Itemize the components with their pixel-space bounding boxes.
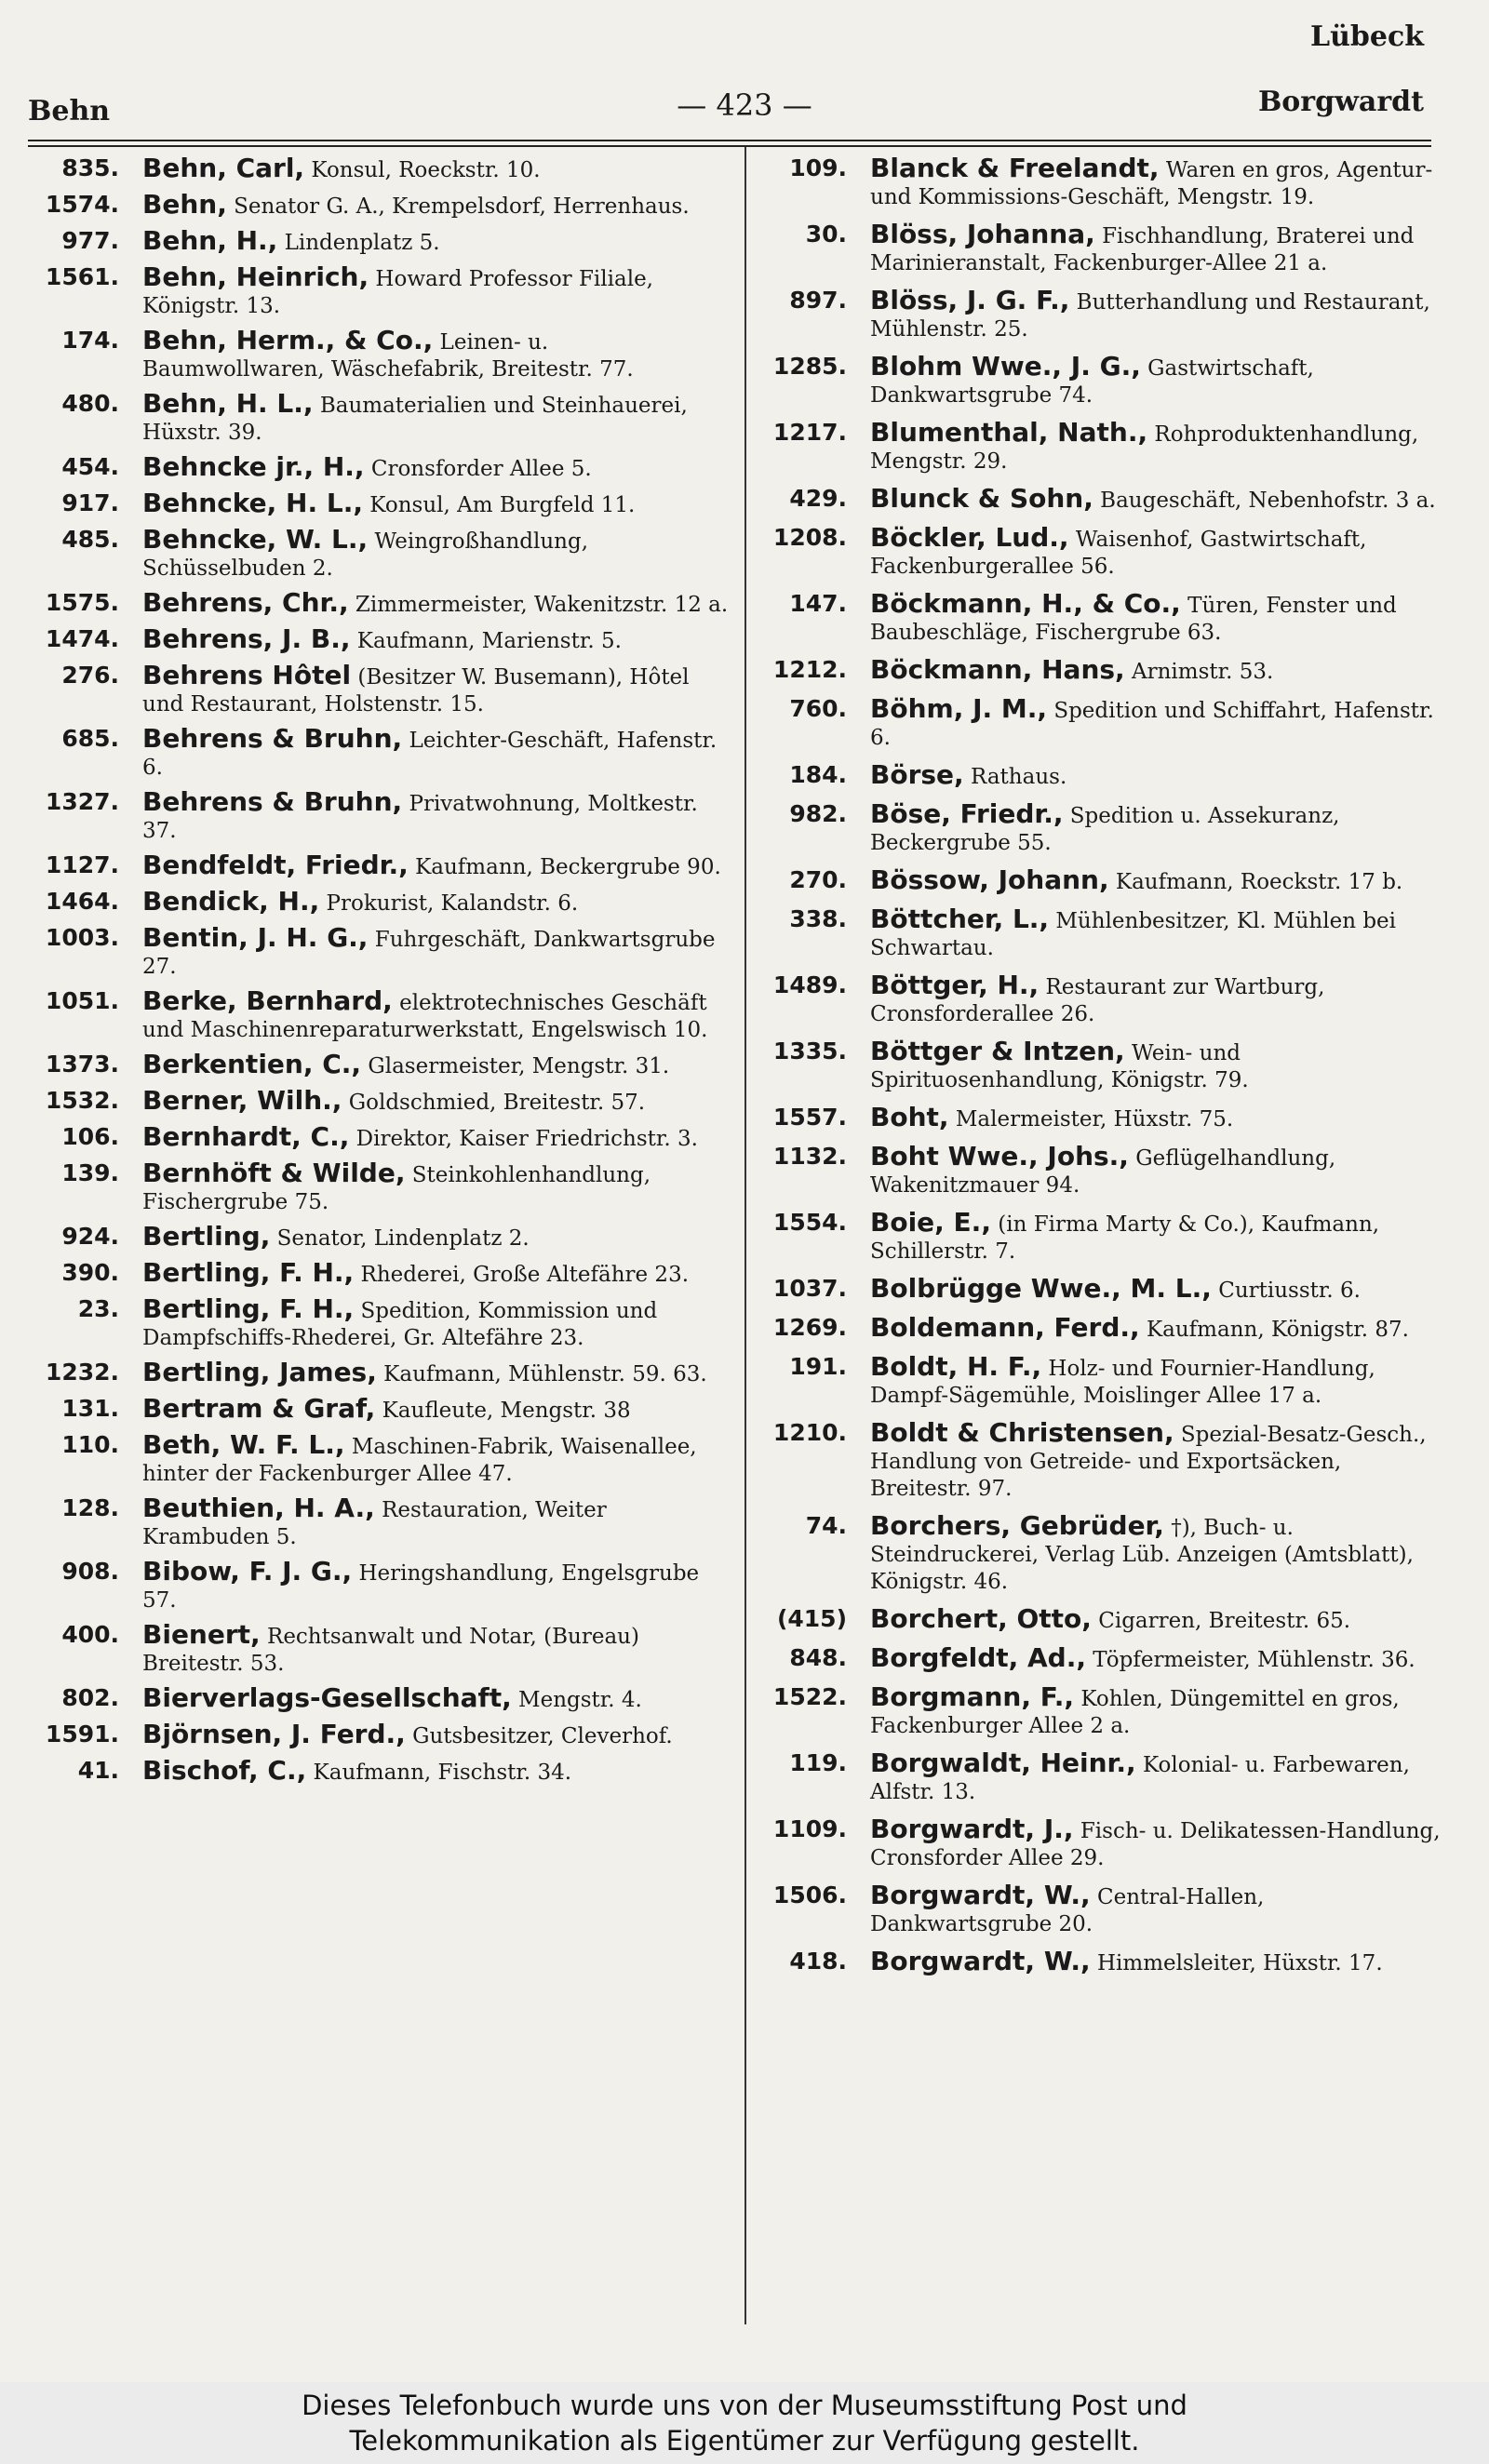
subscriber-name: Bierverlags-Gesellschaft, xyxy=(142,1682,512,1713)
phone-number: 1217. xyxy=(772,419,847,446)
subscriber-details: Wein- und Spirituosenhandlung, Königstr. 79. xyxy=(870,1041,1249,1092)
subscriber-details: Fuhrgeschäft, Dankwartsgrube 27. xyxy=(142,928,716,979)
phone-number: 270. xyxy=(789,866,847,893)
subscriber-name: Berner, Wilh., xyxy=(142,1085,342,1116)
phone-number: 1554. xyxy=(772,1209,847,1236)
directory-entry xyxy=(754,1419,1442,1503)
left-column xyxy=(26,154,733,1793)
phone-number: (415) xyxy=(776,1605,847,1632)
phone-number: 1591. xyxy=(45,1721,119,1748)
subscriber-details: Spedition, Kommission und Dampfschiffs-Rhederei, Gr. Altefähre 23. xyxy=(142,1299,658,1350)
directory-entry xyxy=(26,1087,733,1117)
directory-entry xyxy=(26,1395,733,1425)
subscriber-details: Geflügelhandlung, Wakenitzmauer 94. xyxy=(870,1146,1336,1198)
phone-number: 917. xyxy=(61,489,119,516)
phone-number: 109. xyxy=(789,154,847,181)
directory-entry xyxy=(754,905,1442,962)
directory-entry xyxy=(754,656,1442,686)
phone-number: 802. xyxy=(61,1684,119,1711)
subscriber-details: Kaufmann, Roeckstr. 17 b. xyxy=(1108,870,1403,894)
directory-entry xyxy=(26,1223,733,1252)
subscriber-details: Cigarren, Breitestr. 65. xyxy=(1091,1609,1351,1633)
directory-entry xyxy=(26,154,733,184)
phone-number: 1210. xyxy=(772,1419,847,1446)
subscriber-details: Waren en gros, Agentur- und Kommissions-Geschäft, Mengstr. 19. xyxy=(870,158,1433,209)
subscriber-details: Kaufmann, Königstr. 87. xyxy=(1139,1318,1409,1342)
directory-entry xyxy=(26,924,733,981)
directory-entry xyxy=(26,589,733,619)
subscriber-details: Gastwirtschaft, Dankwartsgrube 74. xyxy=(870,356,1314,408)
phone-number: 74. xyxy=(805,1512,847,1539)
directory-entry xyxy=(754,154,1442,211)
directory-entry xyxy=(26,1123,733,1153)
subscriber-name: Behrens Hôtel xyxy=(142,660,352,690)
subscriber-details: Fischhandlung, Braterei und Marinieranstalt, Fackenburger-Allee 21 a. xyxy=(870,224,1415,275)
subscriber-name: Bendfeldt, Friedr., xyxy=(142,850,409,880)
phone-number: 23. xyxy=(77,1295,119,1322)
subscriber-details: Curtiusstr. 6. xyxy=(1211,1279,1361,1303)
directory-entry xyxy=(754,1143,1442,1199)
subscriber-details: Türen, Fenster und Baubeschläge, Fischergrube 63. xyxy=(870,594,1397,645)
directory-entry xyxy=(26,453,733,483)
phone-number: 338. xyxy=(789,905,847,932)
phone-number: 390. xyxy=(61,1259,119,1286)
subscriber-details: Heringshandlung, Engelsgrube 57. xyxy=(142,1561,700,1613)
phone-number: 1557. xyxy=(772,1104,847,1131)
subscriber-details: †), Buch- u. Steindruckerei, Verlag Lüb. Anzeigen (Amtsblatt), Königstr. 46. xyxy=(870,1516,1414,1594)
phone-number: 908. xyxy=(61,1558,119,1585)
subscriber-details: Baumaterialien und Steinhauerei, Hüxstr. 39. xyxy=(142,394,688,445)
directory-entry xyxy=(26,489,733,519)
subscriber-details: Malermeister, Hüxstr. 75. xyxy=(948,1107,1234,1132)
subscriber-details: Rhederei, Große Altefähre 23. xyxy=(354,1263,690,1287)
subscriber-name: Behncke, H. L., xyxy=(142,488,363,518)
subscriber-name: Bolbrügge Wwe., M. L., xyxy=(870,1273,1212,1304)
directory-entry xyxy=(754,221,1442,277)
subscriber-name: Boldemann, Ferd., xyxy=(870,1312,1140,1343)
subscriber-details: Kaufmann, Fischstr. 34. xyxy=(306,1761,572,1785)
phone-number: 1212. xyxy=(772,656,847,683)
subscriber-name: Börse, xyxy=(870,759,964,790)
right-column xyxy=(754,154,1442,1987)
subscriber-name: Bössow, Johann, xyxy=(870,864,1109,895)
subscriber-details: Fisch- u. Delikatessen-Handlung, Cronsforder Allee 29. xyxy=(870,1819,1441,1870)
directory-entry xyxy=(754,1512,1442,1596)
header-right-keyword: Borgwardt xyxy=(1257,86,1424,118)
subscriber-details: elektrotechnisches Geschäft und Maschinenreparaturwerkstatt, Engelswisch 10. xyxy=(142,991,708,1042)
directory-entry xyxy=(754,1275,1442,1305)
phone-number: 131. xyxy=(61,1395,119,1422)
directory-entry xyxy=(754,1683,1442,1740)
footer-line-1: Dieses Telefonbuch wurde uns von der Museumsstiftung Post und xyxy=(302,2390,1187,2421)
subscriber-name: Berke, Bernhard, xyxy=(142,985,393,1016)
subscriber-name: Borgmann, F., xyxy=(870,1681,1075,1712)
subscriber-name: Böttger, H., xyxy=(870,970,1040,1000)
phone-number: 147. xyxy=(789,590,847,617)
subscriber-details: (Besitzer W. Busemann), Hôtel und Restaurant, Holstenstr. 15. xyxy=(142,665,690,716)
subscriber-name: Böhm, J. M., xyxy=(870,693,1048,724)
subscriber-name: Borchert, Otto, xyxy=(870,1603,1092,1634)
directory-entry xyxy=(26,851,733,881)
subscriber-details: Rohproduktenhandlung, Mengstr. 29. xyxy=(870,422,1419,474)
subscriber-details: Howard Professor Filiale, Königstr. 13. xyxy=(142,267,653,318)
phone-number: 1269. xyxy=(772,1314,847,1341)
directory-entry xyxy=(754,590,1442,647)
directory-entry xyxy=(26,1621,733,1678)
subscriber-details: Direktor, Kaiser Friedrichstr. 3. xyxy=(349,1127,698,1151)
directory-entry xyxy=(754,971,1442,1028)
subscriber-details: Rechtsanwalt und Notar, (Bureau) Breitestr. 53. xyxy=(142,1625,639,1676)
subscriber-name: Behn, Herm., & Co., xyxy=(142,325,434,355)
directory-entry xyxy=(754,800,1442,857)
subscriber-name: Blöss, Johanna, xyxy=(870,219,1095,249)
subscriber-details: Konsul, Roeckstr. 10. xyxy=(304,158,541,182)
subscriber-name: Behn, Carl, xyxy=(142,153,305,183)
subscriber-name: Borgwardt, W., xyxy=(870,1880,1091,1910)
subscriber-name: Böckmann, Hans, xyxy=(870,654,1125,685)
phone-number: 191. xyxy=(789,1353,847,1380)
directory-entry xyxy=(26,191,733,221)
phone-number: 276. xyxy=(61,662,119,689)
directory-entry xyxy=(26,625,733,655)
column-divider xyxy=(744,147,746,2324)
directory-entry xyxy=(26,1558,733,1614)
subscriber-details: Mengstr. 4. xyxy=(511,1688,642,1712)
directory-entry xyxy=(26,526,733,583)
header-rule xyxy=(28,140,1431,141)
subscriber-name: Borgwardt, J., xyxy=(870,1814,1074,1844)
phone-number: 480. xyxy=(61,390,119,417)
phone-number: 128. xyxy=(61,1494,119,1521)
phone-number: 1464. xyxy=(45,888,119,915)
subscriber-name: Behrens, Chr., xyxy=(142,587,349,618)
subscriber-details: Butterhandlung und Restaurant, Mühlenstr. 25. xyxy=(870,290,1430,341)
directory-entry xyxy=(754,1353,1442,1410)
phone-number: 1132. xyxy=(772,1143,847,1170)
directory-entry xyxy=(754,287,1442,343)
subscriber-name: Böckler, Lud., xyxy=(870,522,1069,553)
subscriber-name: Behncke, W. L., xyxy=(142,524,369,555)
subscriber-name: Blohm Wwe., J. G., xyxy=(870,351,1141,382)
subscriber-name: Bertling, xyxy=(142,1221,271,1252)
phone-number: 400. xyxy=(61,1621,119,1648)
subscriber-name: Borchers, Gebrüder, xyxy=(870,1510,1164,1541)
subscriber-details: Kaufleute, Mengstr. 38 xyxy=(375,1399,631,1423)
subscriber-details: Leichter-Geschäft, Hafenstr. 6. xyxy=(142,729,718,780)
subscriber-name: Behncke jr., H., xyxy=(142,451,365,482)
directory-entry xyxy=(754,1104,1442,1133)
subscriber-name: Blanck & Freelandt, xyxy=(870,153,1160,183)
phone-number: 1561. xyxy=(45,263,119,290)
directory-entry xyxy=(26,788,733,845)
directory-entry xyxy=(26,987,733,1044)
subscriber-details: Töpfermeister, Mühlenstr. 36. xyxy=(1086,1648,1415,1672)
subscriber-details: Senator G. A., Krempelsdorf, Herrenhaus. xyxy=(226,194,690,219)
subscriber-details: Arnimstr. 53. xyxy=(1124,660,1274,684)
subscriber-name: Behrens & Bruhn, xyxy=(142,786,403,817)
phone-number: 1574. xyxy=(45,191,119,218)
phone-number: 1373. xyxy=(45,1051,119,1078)
subscriber-details: Restaurant zur Wartburg, Cronsforderallee 26. xyxy=(870,975,1325,1026)
phone-number: 1489. xyxy=(772,971,847,998)
subscriber-details: Holz- und Fournier-Handlung, Dampf-Sägemühle, Moislinger Allee 17 a. xyxy=(870,1357,1375,1408)
subscriber-name: Borgwardt, W., xyxy=(870,1946,1091,1976)
subscriber-details: Weingroßhandlung, Schüsselbuden 2. xyxy=(142,529,589,581)
directory-entry xyxy=(26,1259,733,1289)
directory-entry xyxy=(26,1494,733,1551)
directory-entry xyxy=(26,1721,733,1750)
subscriber-name: Beth, W. F. L., xyxy=(142,1429,345,1460)
subscriber-name: Behrens, J. B., xyxy=(142,623,351,654)
directory-entry xyxy=(754,485,1442,515)
phone-number: 760. xyxy=(789,695,847,722)
directory-entry xyxy=(754,1644,1442,1674)
phone-number: 1051. xyxy=(45,987,119,1014)
subscriber-name: Behn, xyxy=(142,189,227,220)
phone-number: 1285. xyxy=(772,353,847,380)
subscriber-details: Mühlenbesitzer, Kl. Mühlen bei Schwartau. xyxy=(870,909,1397,960)
subscriber-details: Lindenplatz 5. xyxy=(277,231,440,255)
subscriber-details: Konsul, Am Burgfeld 11. xyxy=(362,493,636,517)
subscriber-name: Bernhardt, C., xyxy=(142,1121,350,1152)
subscriber-details: Gutsbesitzer, Cleverhof. xyxy=(405,1724,673,1748)
phone-number: 110. xyxy=(61,1431,119,1458)
subscriber-name: Blöss, J. G. F., xyxy=(870,285,1070,315)
phone-number: 1327. xyxy=(45,788,119,815)
directory-entry xyxy=(754,1948,1442,1977)
subscriber-details: Kaufmann, Mühlenstr. 59. 63. xyxy=(376,1362,707,1386)
subscriber-details: Spezial-Besatz-Gesch., Handlung von Getreide- und Exportsäcken, Breitestr. 97. xyxy=(870,1423,1427,1501)
phone-number: 1003. xyxy=(45,924,119,951)
header-rule-double xyxy=(28,145,1431,147)
phone-number: 1208. xyxy=(772,524,847,551)
directory-entry xyxy=(754,1314,1442,1344)
directory-entry xyxy=(754,1209,1442,1265)
phone-number: 1532. xyxy=(45,1087,119,1114)
phone-number: 1232. xyxy=(45,1359,119,1386)
directory-entry xyxy=(754,1881,1442,1938)
phone-number: 1575. xyxy=(45,589,119,616)
phone-number: 418. xyxy=(789,1948,847,1975)
subscriber-name: Beuthien, H. A., xyxy=(142,1493,375,1523)
subscriber-name: Bischof, C., xyxy=(142,1755,307,1786)
directory-entry xyxy=(754,1605,1442,1635)
subscriber-details: Baugeschäft, Nebenhofstr. 3 a. xyxy=(1093,489,1436,513)
subscriber-name: Bertling, F. H., xyxy=(142,1257,355,1288)
directory-entry xyxy=(26,1359,733,1388)
directory-entry xyxy=(26,888,733,917)
phone-number: 30. xyxy=(805,221,847,248)
subscriber-name: Bertram & Graf, xyxy=(142,1393,376,1424)
subscriber-name: Böckmann, H., & Co., xyxy=(870,588,1181,619)
header-left-keyword: Behn xyxy=(28,95,111,127)
subscriber-details: Waisenhof, Gastwirtschaft, Fackenburgerallee 56. xyxy=(870,528,1367,579)
subscriber-details: Kohlen, Düngemittel en gros, Fackenburger Allee 2 a. xyxy=(870,1687,1400,1738)
subscriber-details: Goldschmied, Breitestr. 57. xyxy=(342,1091,646,1115)
phone-number: 106. xyxy=(61,1123,119,1150)
subscriber-details: Prokurist, Kalandstr. 6. xyxy=(319,891,579,916)
subscriber-name: Behn, H. L., xyxy=(142,388,314,419)
directory-entry xyxy=(26,227,733,257)
phone-number: 184. xyxy=(789,761,847,788)
subscriber-name: Behn, Heinrich, xyxy=(142,261,369,292)
directory-entry xyxy=(26,1757,733,1787)
phone-number: 429. xyxy=(789,485,847,512)
subscriber-name: Borgwaldt, Heinr., xyxy=(870,1748,1136,1778)
phone-number: 1127. xyxy=(45,851,119,878)
subscriber-name: Böse, Friedr., xyxy=(870,798,1064,829)
phone-number: 119. xyxy=(789,1749,847,1776)
directory-entry xyxy=(754,761,1442,791)
subscriber-details: Leinen- u. Baumwollwaren, Wäschefabrik, Breitestr. 77. xyxy=(142,330,634,382)
subscriber-name: Blumenthal, Nath., xyxy=(870,417,1148,448)
subscriber-details: Senator, Lindenplatz 2. xyxy=(270,1226,530,1251)
directory-entry xyxy=(754,353,1442,409)
subscriber-name: Blunck & Sohn, xyxy=(870,483,1093,514)
subscriber-details: Himmelsleiter, Hüxstr. 17. xyxy=(1090,1951,1383,1975)
subscriber-name: Boldt & Christensen, xyxy=(870,1417,1174,1448)
subscriber-details: Spedition u. Assekuranz, Beckergrube 55. xyxy=(870,804,1340,855)
directory-entry xyxy=(26,1684,733,1714)
subscriber-details: Glasermeister, Mengstr. 31. xyxy=(361,1054,670,1078)
phone-number: 1474. xyxy=(45,625,119,652)
directory-entry xyxy=(26,1051,733,1080)
subscriber-name: Boht Wwe., Johs., xyxy=(870,1141,1129,1172)
header-city: Lübeck xyxy=(1309,20,1424,53)
subscriber-details: Rathaus. xyxy=(963,765,1067,789)
footer-line-2: Telekommunikation als Eigentümer zur Verfügung gestellt. xyxy=(349,2425,1140,2457)
phone-number: 174. xyxy=(61,327,119,354)
subscriber-name: Böttcher, L., xyxy=(870,904,1050,934)
directory-entry xyxy=(754,695,1442,752)
directory-entry xyxy=(754,1038,1442,1094)
phone-number: 1522. xyxy=(772,1683,847,1710)
directory-entry xyxy=(26,263,733,320)
subscriber-name: Bibow, F. J. G., xyxy=(142,1556,353,1587)
phone-number: 897. xyxy=(789,287,847,314)
directory-entry xyxy=(754,1749,1442,1806)
subscriber-name: Bernhöft & Wilde, xyxy=(142,1158,406,1188)
subscriber-name: Bertling, James, xyxy=(142,1357,377,1387)
phone-number: 982. xyxy=(789,800,847,827)
subscriber-details: Spedition und Schiffahrt, Hafenstr. 6. xyxy=(870,699,1434,750)
phone-number: 1109. xyxy=(772,1815,847,1842)
footer-notice xyxy=(0,2382,1489,2464)
subscriber-name: Boie, E., xyxy=(870,1207,991,1238)
directory-entry xyxy=(754,419,1442,475)
directory-entry xyxy=(26,662,733,718)
directory-entry xyxy=(26,327,733,383)
subscriber-name: Behn, H., xyxy=(142,225,278,256)
subscriber-name: Behrens & Bruhn, xyxy=(142,723,403,754)
subscriber-name: Björnsen, J. Ferd., xyxy=(142,1719,406,1749)
phone-number: 454. xyxy=(61,453,119,480)
directory-entry xyxy=(26,1295,733,1352)
phone-number: 1335. xyxy=(772,1038,847,1065)
directory-entry xyxy=(754,1815,1442,1872)
subscriber-details: Cronsforder Allee 5. xyxy=(364,457,592,481)
subscriber-details: Zimmermeister, Wakenitzstr. 12 a. xyxy=(348,593,729,617)
phone-number: 485. xyxy=(61,526,119,553)
phone-number: 924. xyxy=(61,1223,119,1250)
directory-entry xyxy=(26,1431,733,1488)
subscriber-details: Kaufmann, Marienstr. 5. xyxy=(350,629,622,653)
phone-number: 41. xyxy=(77,1757,119,1784)
directory-entry xyxy=(26,390,733,447)
phone-number: 139. xyxy=(61,1159,119,1186)
subscriber-details: Kolonial- u. Farbewaren, Alfstr. 13. xyxy=(870,1753,1410,1804)
phone-number: 1506. xyxy=(772,1881,847,1908)
subscriber-details: (in Firma Marty & Co.), Kaufmann, Schillerstr. 7. xyxy=(870,1212,1380,1264)
directory-entry xyxy=(26,1159,733,1216)
subscriber-details: Central-Hallen, Dankwartsgrube 20. xyxy=(870,1885,1265,1936)
phone-number: 835. xyxy=(61,154,119,181)
subscriber-name: Bendick, H., xyxy=(142,886,320,917)
subscriber-details: Steinkohlenhandlung, Fischergrube 75. xyxy=(142,1163,651,1214)
subscriber-name: Borgfeldt, Ad., xyxy=(870,1642,1086,1673)
phone-number: 848. xyxy=(789,1644,847,1671)
subscriber-details: Maschinen-Fabrik, Waisenallee, hinter der Fackenburger Allee 47. xyxy=(142,1435,697,1486)
directory-entry xyxy=(26,725,733,782)
subscriber-details: Privatwohnung, Moltkestr. 37. xyxy=(142,792,698,843)
subscriber-name: Bertling, F. H., xyxy=(142,1293,355,1324)
subscriber-name: Bienert, xyxy=(142,1619,261,1650)
subscriber-name: Berkentien, C., xyxy=(142,1049,362,1079)
subscriber-details: Kaufmann, Beckergrube 90. xyxy=(408,855,721,879)
directory-entry xyxy=(754,866,1442,896)
subscriber-name: Boht, xyxy=(870,1102,949,1132)
subscriber-name: Bentin, J. H. G., xyxy=(142,922,369,953)
subscriber-name: Böttger & Intzen, xyxy=(870,1036,1125,1066)
subscriber-name: Boldt, H. F., xyxy=(870,1351,1042,1382)
phone-number: 1037. xyxy=(772,1275,847,1302)
directory-entry xyxy=(754,524,1442,581)
page-number: — 423 — xyxy=(677,87,812,123)
phone-number: 977. xyxy=(61,227,119,254)
phone-number: 685. xyxy=(61,725,119,752)
subscriber-details: Restauration, Weiter Krambuden 5. xyxy=(142,1498,607,1549)
